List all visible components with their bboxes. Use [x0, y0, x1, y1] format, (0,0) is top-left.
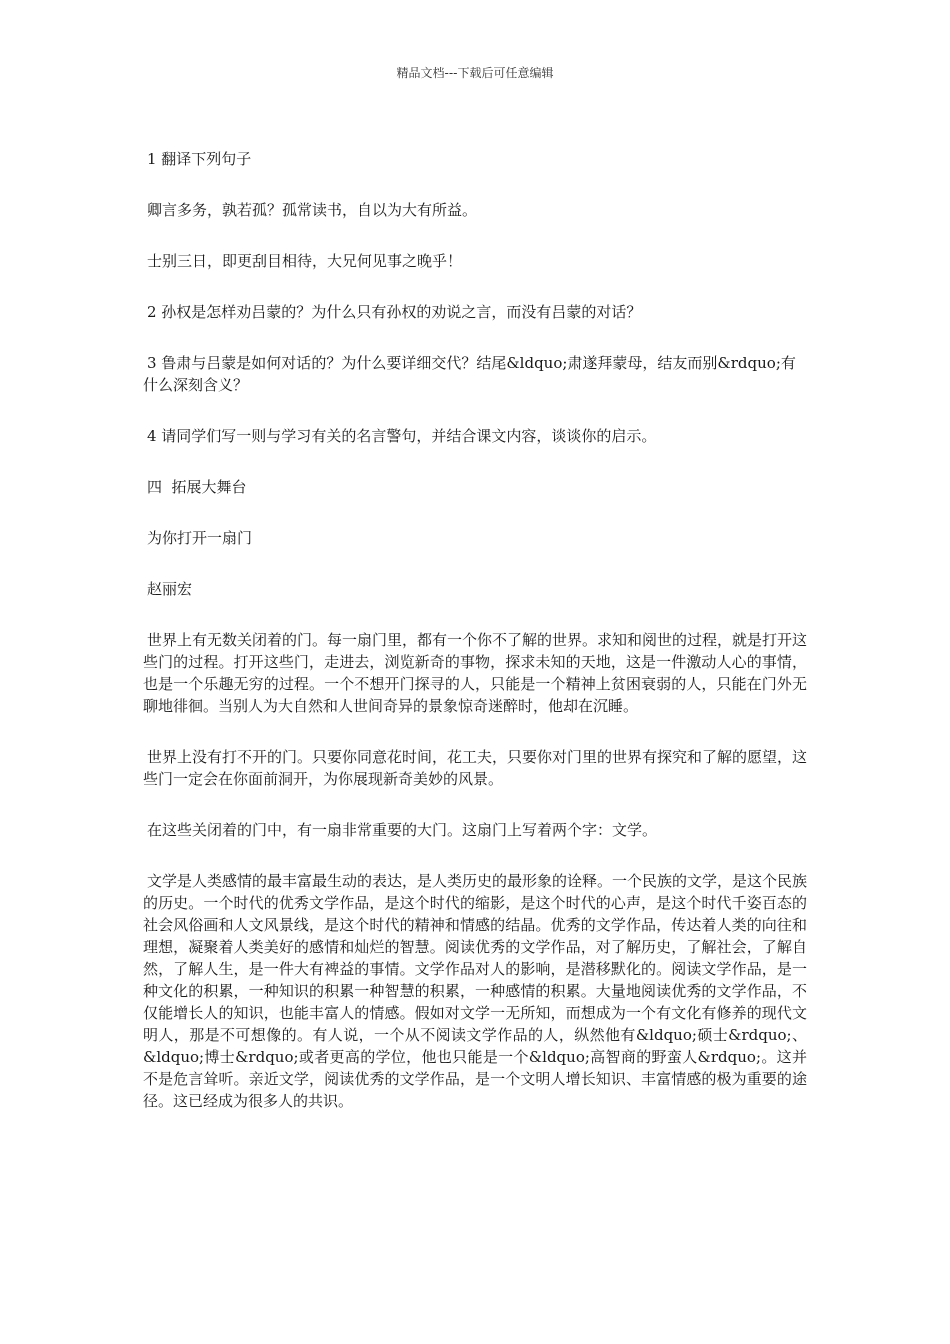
article-author: 赵丽宏	[147, 580, 193, 598]
document-body	[143, 148, 807, 1141]
sentence-1: 卿言多务，孰若孤？孤常读书，自以为大有所益。	[147, 201, 478, 219]
article-paragraph-3: 在这些关闭着的门中，有一扇非常重要的大门。这扇门上写着两个字：文学。	[147, 821, 658, 839]
question-3: 3 鲁肃与吕蒙是如何对话的？为什么要详细交代？结尾&ldquo;肃遂拜蒙母，结友而别&rdquo;有什么深刻含义？	[143, 354, 796, 394]
question-2: 2 孙权是怎样劝吕蒙的？为什么只有孙权的劝说之言，而没有吕蒙的对话？	[147, 303, 642, 321]
article-title: 为你打开一扇门	[147, 529, 253, 547]
section-heading: 四 拓展大舞台	[147, 478, 247, 496]
article-paragraph-1: 世界上有无数关闭着的门。每一扇门里，都有一个你不了解的世界。求知和阅世的过程，就是打开这些门的过程。打开这些门，走进去，浏览新奇的事物，探求未知的天地，这是一件激动人心的事情，也是一个乐趣无穷的过程。一个不想开门探寻的人，只能是一个精神上贫困衰弱的人，只能在门外无聊地徘徊。当别人为大自然和人世间奇异的景象惊奇迷醉时，他却在沉睡。	[143, 631, 808, 715]
page-header: 精品文档---下载后可任意编辑	[396, 66, 554, 80]
article-paragraph-4: 文学是人类感情的最丰富最生动的表达，是人类历史的最形象的诠释。一个民族的文学，是这个民族的历史。一个时代的优秀文学作品，是这个时代的缩影，是这个时代的心声，是这个时代千姿百态的社会风俗画和人文风景线，是这个时代的精神和情感的结晶。优秀的文学作品，传达着人类的向往和理想，凝聚着人类美好的感情和灿烂的智慧。阅读优秀的文学作品，对了解历史，了解社会，了解自然，了解人生，是一件大有裨益的事情。文学作品对人的影响，是潜移默化的。阅读文学作品，是一种文化的积累，一种知识的积累一种智慧的积累，一种感情的积累。大量地阅读优秀的文学作品，不仅能增长人的知识，也能丰富人的情感。假如对文学一无所知，而想成为一个有文化有修养的现代文明人，那是不可想像的。有人说，一个从不阅读文学作品的人，纵然他有&ldquo;硕士&rdquo;、&ldquo;博士&rdquo;或者更高的学位，他也只能是一个&ldquo;高智商的野蛮人&rdquo;。这并不是危言耸听。亲近文学，阅读优秀的文学作品，是一个文明人增长知识、丰富情感的极为重要的途径。这已经成为很多人的共识。	[143, 872, 808, 1110]
article-paragraph-2: 世界上没有打不开的门。只要你同意花时间，花工夫，只要你对门里的世界有探究和了解的愿望，这些门一定会在你面前洞开，为你展现新奇美妙的风景。	[143, 748, 808, 788]
question-1-heading: 1 翻译下列句子	[147, 150, 252, 168]
question-4: 4 请同学们写一则与学习有关的名言警句，并结合课文内容，谈谈你的启示。	[147, 427, 657, 445]
sentence-2: 士别三日，即更刮目相待，大兄何见事之晚乎！	[147, 252, 463, 270]
